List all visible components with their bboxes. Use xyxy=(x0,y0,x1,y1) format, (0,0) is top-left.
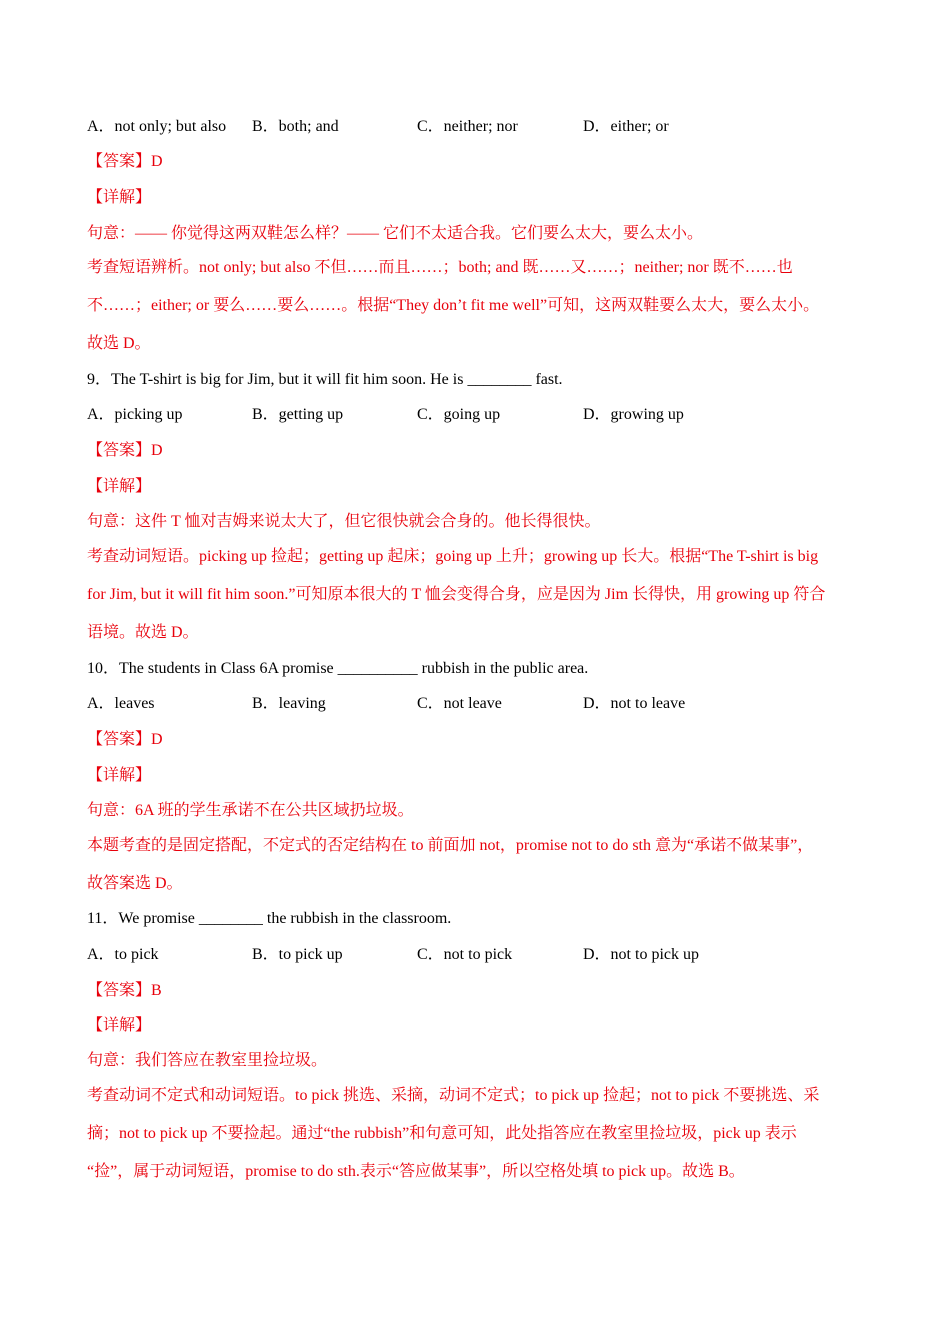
option-d: D．growing up xyxy=(583,406,684,423)
detail-label: 【详解】 xyxy=(87,1017,152,1034)
explanation-line: 本题考查的是固定搭配，不定式的否定结构在 to 前面加 not，promise not to do sth 意为“承诺不做某事”， xyxy=(87,837,814,854)
explanation-line: 语境。故选 D。 xyxy=(87,624,199,641)
explanation-line: 句意：我们答应在教室里捡垃圾。 xyxy=(87,1052,328,1069)
option-b: B．to pick up xyxy=(252,946,343,963)
option-d: D．not to pick up xyxy=(583,946,699,963)
option-c: C．neither; nor xyxy=(417,118,518,135)
detail-label: 【详解】 xyxy=(87,767,152,784)
explanation-line: 不……；either; or 要么……要么……。根据“They don’t fit me well”可知，这两双鞋要么太大，要么太小。 xyxy=(87,297,820,314)
answer: 【答案】D xyxy=(87,442,163,459)
question-text: 11．We promise ________ the rubbish in the classroom. xyxy=(87,910,452,927)
explanation-line: 考查短语辨析。not only; but also 不但……而且……；both; and 既……又……；neither; nor 既不……也 xyxy=(87,259,793,276)
explanation-line: 句意：6A 班的学生承诺不在公共区域扔垃圾。 xyxy=(87,802,414,819)
explanation-line: 句意：这件 T 恤对吉姆来说太大了，但它很快就会合身的。他长得很快。 xyxy=(87,513,601,530)
explanation-line: 摘；not to pick up 不要捡起。通过“the rubbish”和句意可知，此处指答应在教室里捡垃圾，pick up 表示 xyxy=(87,1125,797,1142)
option-d: D．not to leave xyxy=(583,695,686,712)
option-a: A．to pick xyxy=(87,946,159,963)
answer: 【答案】D xyxy=(87,153,163,170)
question-text: 9．The T-shirt is big for Jim, but it will fit him soon. He is ________ fast. xyxy=(87,371,563,388)
explanation-line: 考查动词不定式和动词短语。to pick 挑选、采摘，动词不定式；to pick up 捡起；not to pick 不要挑选、采 xyxy=(87,1087,820,1104)
option-b: B．leaving xyxy=(252,695,326,712)
detail-label: 【详解】 xyxy=(87,478,152,495)
answer: 【答案】B xyxy=(87,982,162,999)
option-c: C．not to pick xyxy=(417,946,513,963)
option-a: A．not only; but also xyxy=(87,118,227,135)
explanation-line: 故答案选 D。 xyxy=(87,875,183,892)
option-b: B．both; and xyxy=(252,118,339,135)
explanation-line: “捡”，属于动词短语，promise to do sth.表示“答应做某事”，所以空格处填 to pick up。故选 B。 xyxy=(87,1163,745,1180)
explanation-line: 句意：—— 你觉得这两双鞋怎么样？—— 它们不太适合我。它们要么太大，要么太小。 xyxy=(87,225,704,242)
explanation-line: 考查动词短语。picking up 捡起；getting up 起床；going up 上升；growing up 长大。根据“The T-shirt is big xyxy=(87,548,819,565)
option-c: C．not leave xyxy=(417,695,502,712)
option-c: C．going up xyxy=(417,406,501,423)
option-a: A．leaves xyxy=(87,695,155,712)
answer: 【答案】D xyxy=(87,731,163,748)
option-d: D．either; or xyxy=(583,118,669,135)
question-text: 10．The students in Class 6A promise __________ rubbish in the public area. xyxy=(87,660,589,677)
explanation-line: for Jim, but it will fit him soon.”可知原本很大的 T 恤会变得合身，应是因为 Jim 长得快，用 growing up 符合 xyxy=(87,586,826,603)
option-b: B．getting up xyxy=(252,406,344,423)
explanation-line: 故选 D。 xyxy=(87,335,151,352)
detail-label: 【详解】 xyxy=(87,189,152,206)
option-a: A．picking up xyxy=(87,406,183,423)
